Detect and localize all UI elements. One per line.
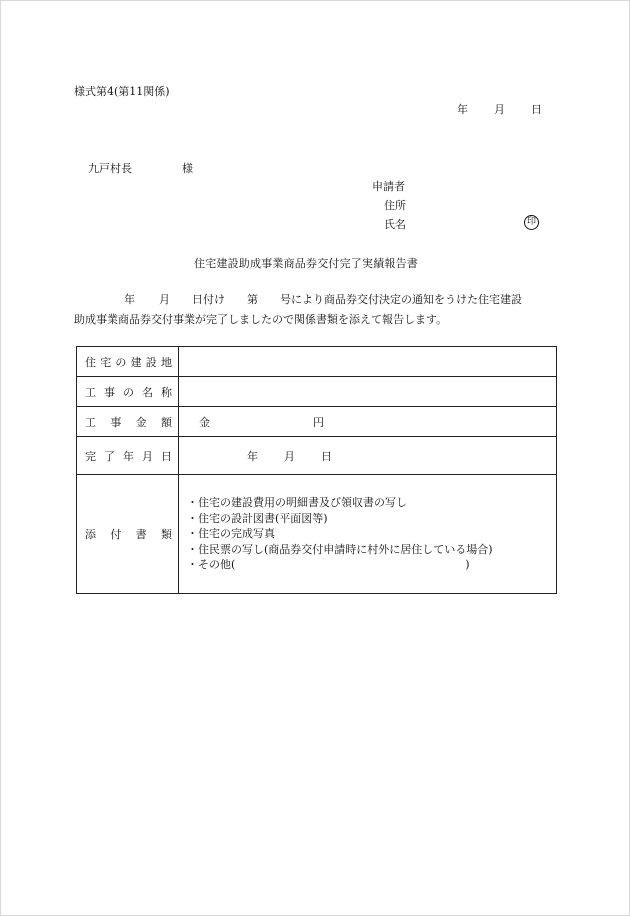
body-line-1 [74,294,522,305]
construction-site-field[interactable] [179,347,557,377]
table-row-construction-site [77,347,557,377]
attachment-item: ・住宅の設計図書(平面図等) [187,511,328,525]
form-number: 様式第4(第11関係) [74,85,170,98]
body-month: 月 [159,293,170,306]
address-label: 住所 [384,199,406,212]
attachments-field [179,475,557,594]
body-line-2: 助成事業商品券交付事業が完了しましたので関係書類を添えて報告します。 [74,313,448,326]
other-close: ) [465,558,470,572]
addressee-honorific: 様 [182,162,193,175]
construction-site-label: 住 宅 の 建 設 地 [77,347,179,377]
table-row-completion-date [77,437,557,475]
seal-mark: 印 [524,215,539,230]
amount-prefix: 金 [199,415,210,429]
completion-month: 月 [284,449,295,463]
work-amount-field[interactable] [179,407,557,437]
attachments-list [179,495,556,573]
completion-date-field[interactable] [179,437,557,475]
document-title: 住宅建設助成事業商品券交付完了実績報告書 [194,257,418,270]
attachments-label: 添 付 書 類 [77,475,179,594]
amount-suffix: 円 [313,415,324,429]
report-table [76,346,557,594]
body-day: 日付け [192,293,225,306]
table-row-attachments [77,475,557,594]
attachment-item: ・住宅の建設費用の明細書及び領収書の写し [187,496,407,510]
body-number-prefix: 第 [247,293,258,306]
date-day: 日 [531,103,542,116]
work-name-field[interactable] [179,377,557,407]
name-label: 氏名 [384,218,406,231]
attachment-item: ・住宅の完成写真 [187,527,275,541]
work-name-label: 工 事 の 名 称 [77,377,179,407]
table-row-work-name [77,377,557,407]
addressee-name: 九戸村長 [88,162,132,175]
completion-day: 日 [321,449,332,463]
date-year: 年 [457,103,468,116]
table-row-work-amount [77,407,557,437]
other-open: ・その他( [187,558,236,572]
attachment-item: ・住民票の写し(商品券交付申請時に村外に居住している場合) [187,542,493,556]
date-header [457,104,542,115]
date-month: 月 [494,103,505,116]
completion-year: 年 [247,449,258,463]
completion-date-label: 完 了 年 月 日 [77,437,179,475]
work-amount-label: 工 事 金 額 [77,407,179,437]
attachment-item-other [187,557,556,573]
applicant-label: 申請者 [372,180,405,193]
body-year: 年 [124,293,135,306]
body-line-1-rest: 号により商品券交付決定の通知をうけた住宅建設 [280,293,522,306]
